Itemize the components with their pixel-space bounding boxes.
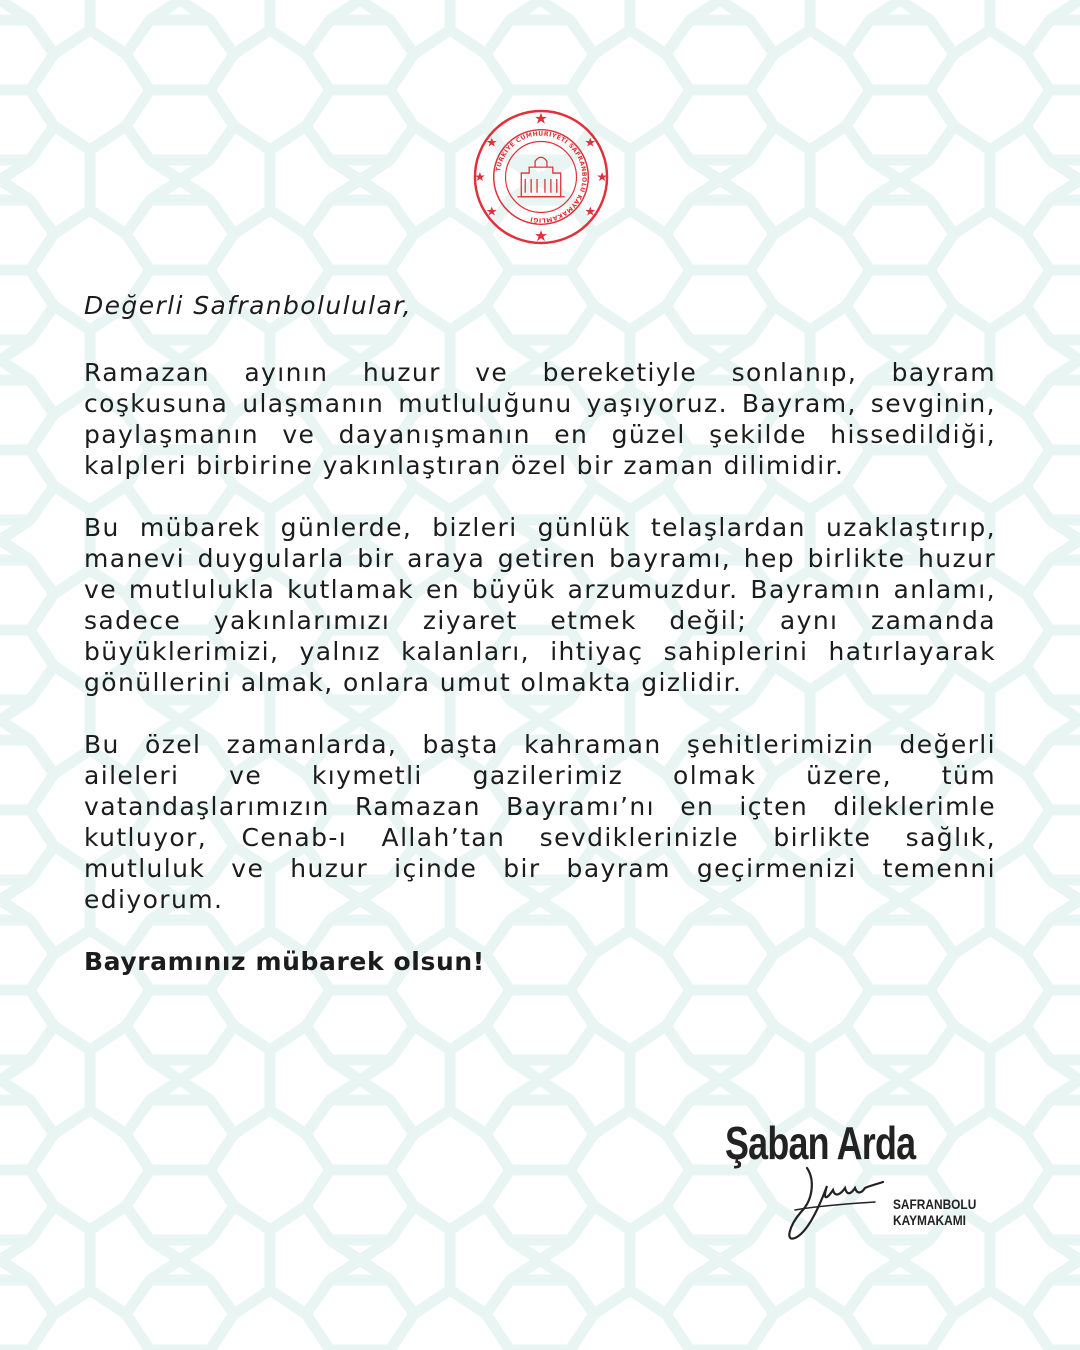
safranbolu-governorship-seal — [472, 108, 610, 246]
title-line-1: SAFRANBOLU — [893, 1196, 977, 1212]
government-building-icon — [517, 157, 564, 196]
paragraph-3: Bu özel zamanlarda, başta kahraman şehitlerimizin değerli aileleri ve kıymetli gazilerimiz olmak üzere, tüm vatandaşlarımızın Ramazan Bayramı’nı en içten dileklerimle kutluyor, Cenab-ı Allah’tan sevdiklerinizle birlikte sağlık, mutluluk ve huzur içinde bir bayram geçirmenizi temenni ediyorum. — [84, 730, 996, 914]
signature-title — [893, 1196, 976, 1228]
title-line-2: KAYMAKAMI — [893, 1212, 966, 1228]
seal-ring-text: TÜRKİYE CUMHURİYETİ SAFRANBOLU KAYMAKAMLIĞI — [494, 130, 588, 224]
svg-text:·: · — [540, 170, 542, 175]
letter-body — [84, 290, 996, 977]
paragraph-1: Ramazan ayının huzur ve bereketiyle sonlanıp, bayram coşkusuna ulaşmanın mutluluğunu yaşıyoruz. Bayram, sevginin, paylaşmanın ve dayanışmanın en güzel şekilde hissedildiği, kalpleri birbirine yakınlaştıran özel bir zaman dilimidir. — [84, 358, 996, 480]
paragraph-2: Bu mübarek günlerde, bizleri günlük telaşlardan uzaklaştırıp, manevi duygularla bir araya getiren bayramı, hep birlikte huzur ve mutlulukla kutlamak en büyük arzumuzdur. Bayramın anlamı, sadece yakınlarımızı ziyaret etmek değil; aynı zamanda büyüklerimizi, yalnız kalanları, ihtiyaç sahiplerini hatırlayarak gönüllerini almak, onlara umut olmakta gizlidir. — [84, 513, 996, 697]
closing-line: Bayramınız mübarek olsun! — [84, 947, 485, 976]
signature-block — [725, 1110, 985, 1250]
signature-name: Şaban Arda — [725, 1117, 916, 1169]
salutation: Değerli Safranbolulular, — [84, 291, 412, 320]
